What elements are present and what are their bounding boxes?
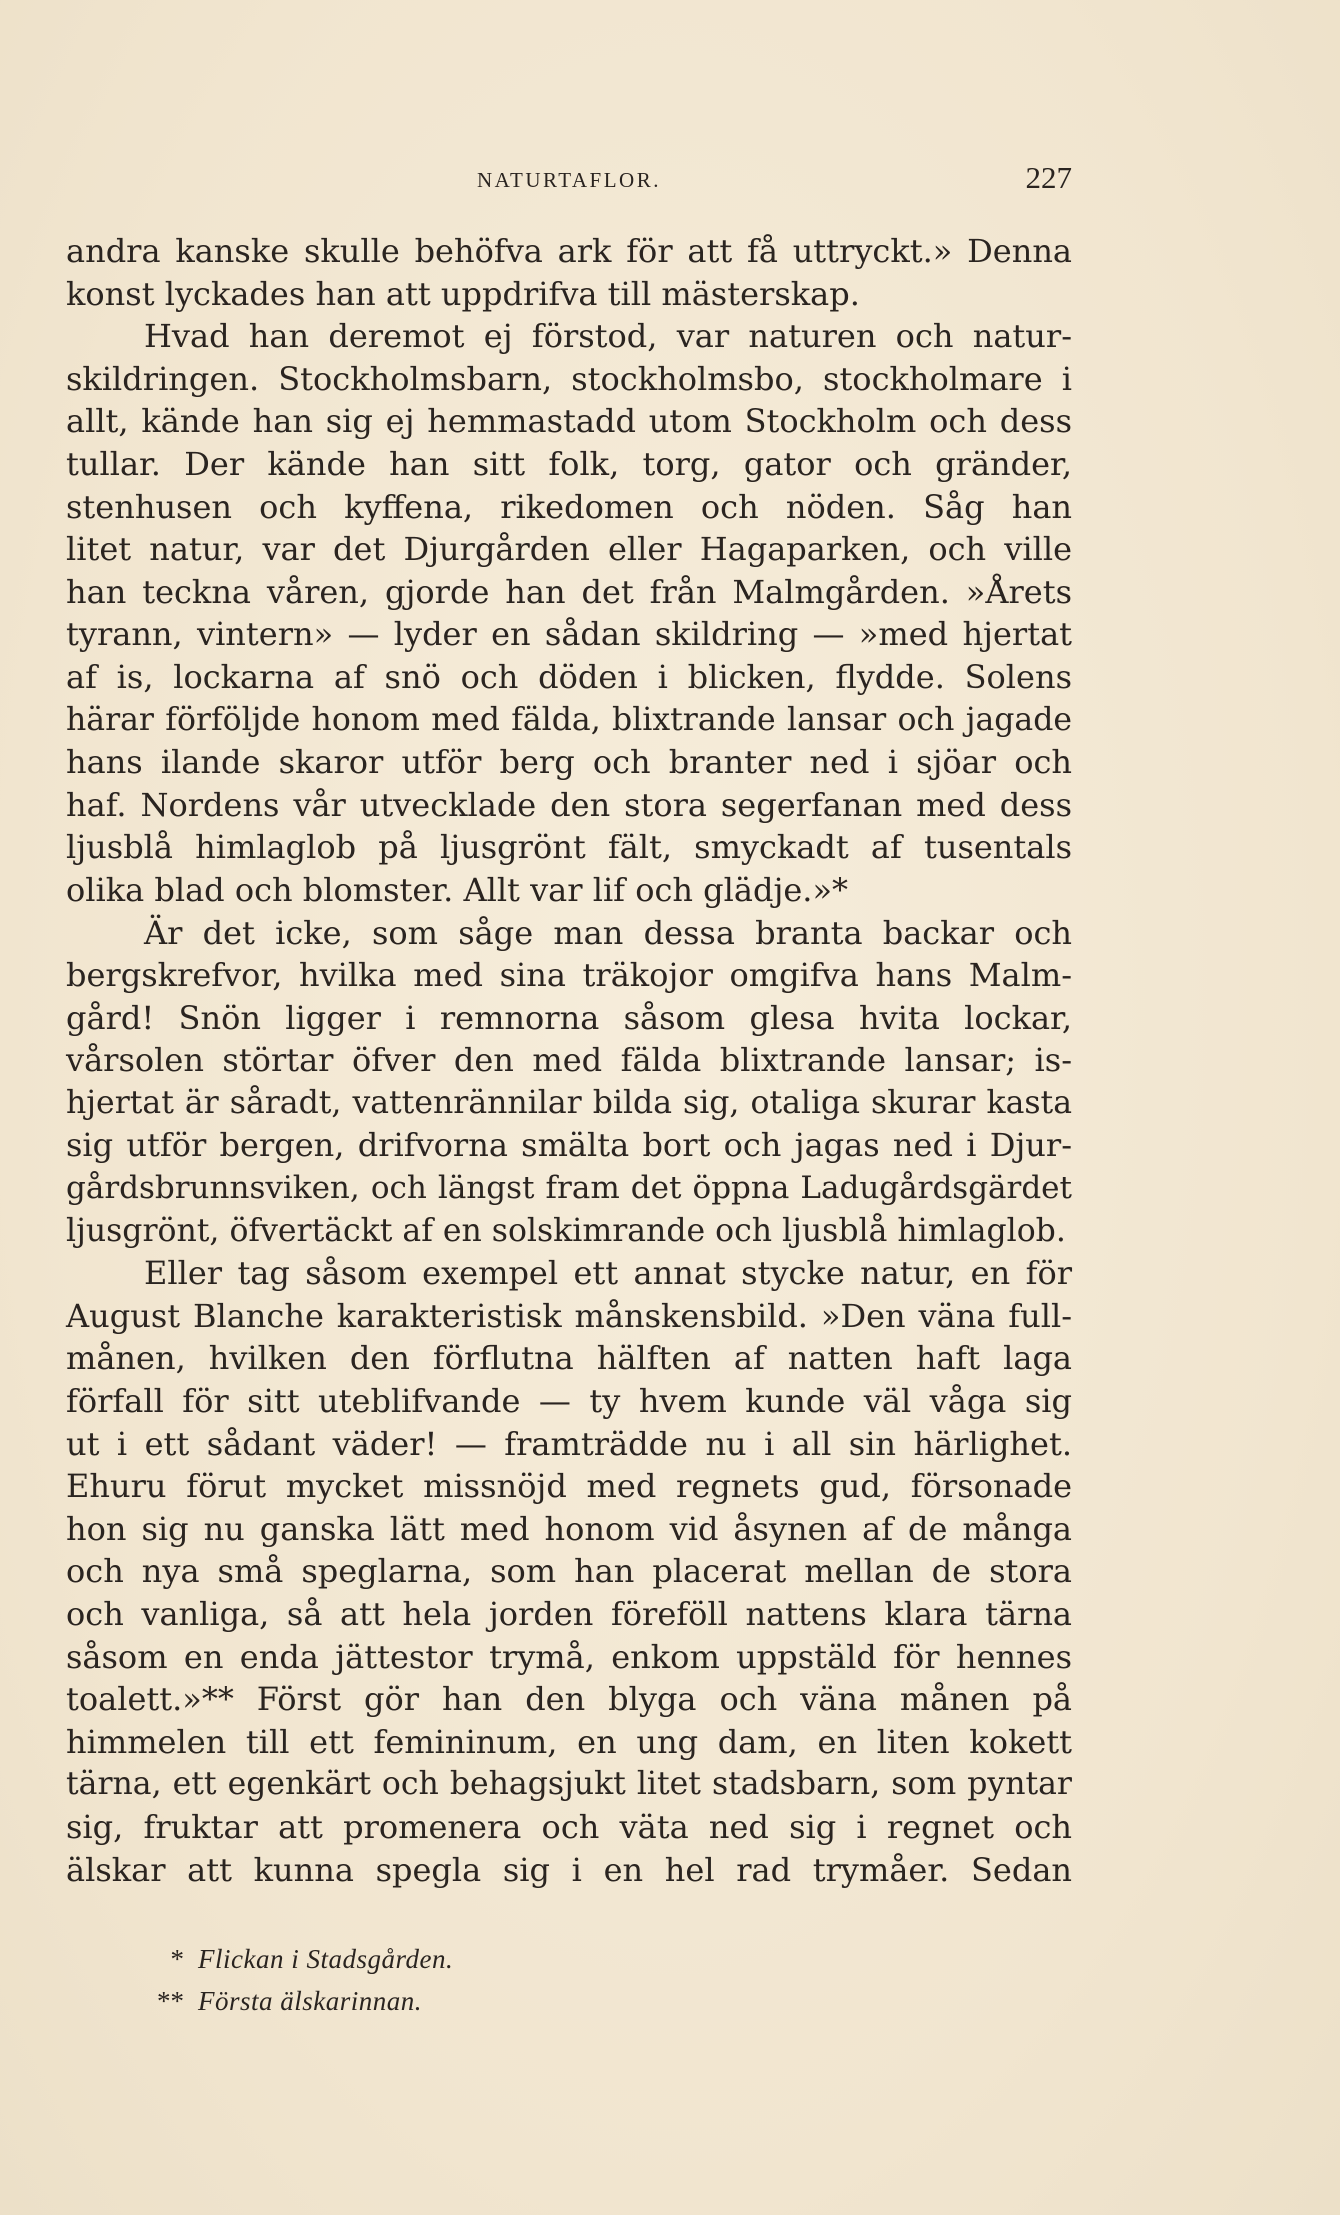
text-line: bergskrefvor, hvilka med sina träkojor omgifva hans Malm- [66,956,1072,995]
text-line: stenhusen och kyffena, rikedomen och nöden. Såg han [66,487,1072,526]
text-line: toalett.»** Först gör han den blyga och väna månen på [66,1680,1072,1719]
text-line: olika blad och blomster. Allt var lif och glädje.»* [66,870,849,909]
body-text [66,230,1072,1891]
text-line: tullar. Der kände han sitt folk, torg, gator och gränder, [66,444,1072,483]
text-line: himmelen till ett femininum, en ung dam, en liten kokett [66,1722,1072,1761]
text-line: gård! Snön ligger i remnorna såsom glesa hvita lockar, [66,998,1072,1037]
text-line: August Blanche karakteristisk månskensbild. »Den väna full- [66,1296,1072,1335]
text-line: sig utför bergen, drifvorna smälta bort och jagas ned i Djur- [66,1126,1072,1165]
footnote [66,1980,1072,2022]
text-line: månen, hvilken den förflutna hälften af natten haft laga [66,1339,1072,1378]
text-line: vårsolen störtar öfver den med fälda blixtrande lansar; is- [66,1041,1072,1080]
text-line: tyrann, vintern» — lyder en sådan skildring — »med hjertat [66,615,1072,654]
text-line: haf. Nordens vår utvecklade den stora segerfanan med dess [66,785,1072,824]
text-line: hon sig nu ganska lätt med honom vid åsynen af de många [66,1509,1072,1548]
running-head-title: NATURTAFLOR. [477,168,661,192]
text-line: såsom en enda jättestor trymå, enkom uppstäld för hennes [66,1637,1072,1676]
text-line: skildringen. Stockholmsbarn, stockholmsbo, stockholmare i [66,359,1072,398]
text-line: af is, lockarna af snö och döden i blicken, flydde. Solens [66,657,1072,696]
text-line: ljusblå himlaglob på ljusgrönt fält, smyckadt af tusentals [66,828,1072,867]
page-number: 227 [1025,160,1072,195]
text-line: hjertat är såradt, vattenrännilar bilda sig, otaliga skurar kasta [66,1084,1072,1121]
text-line: Hvad han deremot ej förstod, var naturen och natur- [144,317,1072,356]
text-line: konst lyckades han att uppdrifva till mästerskap. [66,274,860,313]
text-line: hans ilande skaror utför berg och branter ned i sjöar och [66,743,1072,782]
text-line: litet natur, var det Djurgården eller Hagaparken, och ville [66,530,1072,569]
text-line: Eller tag såsom exempel ett annat stycke natur, en för [144,1254,1072,1293]
text-line: Ehuru förut mycket missnöjd med regnets gud, försonade [66,1467,1072,1506]
footnotes [66,1938,1072,2022]
footnote [66,1938,1072,1980]
text-line: och nya små speglarna, som han placerat mellan de stora [66,1552,1072,1591]
text-line: förfall för sitt uteblifvande — ty hvem kunde väl våga sig [66,1382,1072,1421]
text-line: tärna, ett egenkärt och behagsjukt litet stadsbarn, som pyntar [66,1766,1072,1803]
running-head [66,160,1072,200]
footnote-mark: * [170,1944,184,1974]
text-line: och vanliga, så att hela jorden föreföll nattens klara tärna [66,1595,1072,1633]
text-line: sig, fruktar att promenera och väta ned sig i regnet och [66,1807,1072,1846]
text-line: andra kanske skulle behöfva ark för att få uttryckt.» Denna [66,232,1072,270]
text-line: han teckna våren, gjorde han det från Malmgården. »Årets [66,572,1072,611]
text-line: härar förföljde honom med fälda, blixtrande lansar och jagade [66,701,1072,738]
text-line: gårdsbrunnsviken, och längst fram det öppna Ladugårdsgärdet [66,1170,1072,1207]
footnote-text: Flickan i Stadsgården. [198,1944,454,1974]
footnote-mark: ** [157,1986,184,2016]
text-line: ut i ett sådant väder! — framträdde nu i all sin härlighet. [66,1424,1072,1463]
text-line: ljusgrönt, öfvertäckt af en solskimrande och ljusblå himlaglob. [66,1212,1066,1249]
text-line: allt, kände han sig ej hemmastadd utom Stockholm och dess [66,402,1072,441]
text-line: älskar att kunna spegla sig i en hel rad trymåer. Sedan [66,1850,1072,1889]
text-line: Är det icke, som såge man dessa branta backar och [144,913,1072,952]
footnote-text: Första älskarinnan. [198,1986,423,2016]
